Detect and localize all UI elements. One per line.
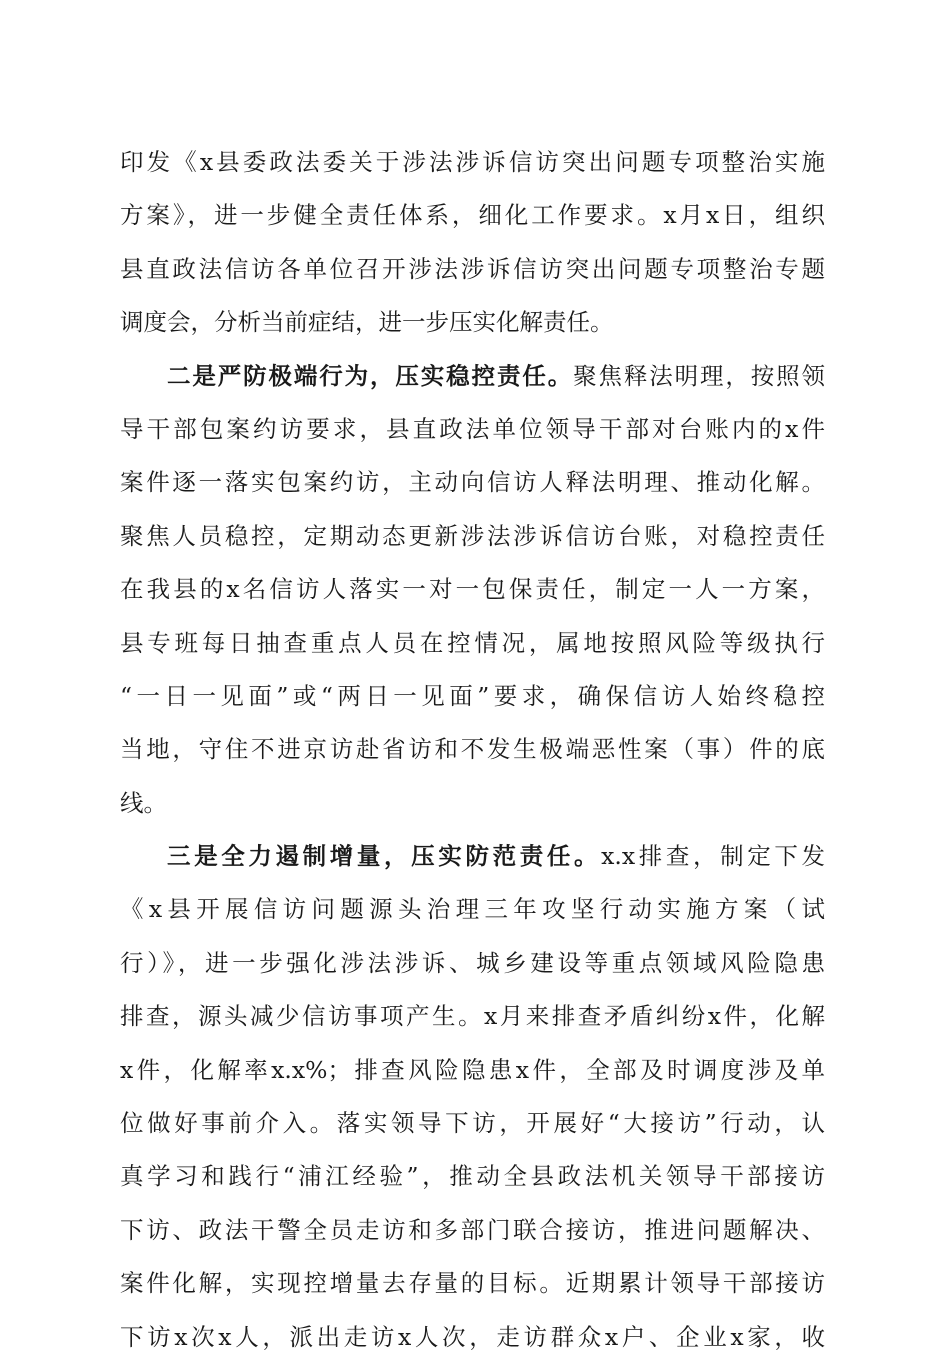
text-line: 排查，源头减少信访事项产生。x月来排查矛盾纠纷x件，化解 bbox=[120, 1002, 825, 1031]
text-line: 导干部包案约访要求，县直政法单位领导干部对台账内的x件 bbox=[120, 414, 825, 443]
paragraph-prevent-extreme-behavior bbox=[120, 350, 825, 831]
text-line: 县直政法信访各单位召开涉法涉诉信访突出问题专项整治专题 bbox=[120, 254, 825, 283]
text-line: 行）》，进一步强化涉法涉诉、城乡建设等重点领域风险隐患 bbox=[120, 948, 825, 977]
text-line: 调度会，分析当前症结，进一步压实化解责任。 bbox=[120, 308, 614, 337]
text-line: 下访x次x人，派出走访x人次，走访群众x户、企业x家，收 bbox=[120, 1322, 825, 1351]
text-fragment: x.x排查，制定下发 bbox=[601, 842, 825, 871]
document-body bbox=[120, 136, 825, 1364]
text-line: 在我县的x名信访人落实一对一包保责任，制定一人一方案， bbox=[120, 575, 825, 604]
text-line: 当地，守住不进京访赴省访和不发生极端恶性案（事）件的底 bbox=[120, 735, 825, 764]
text-fragment: 聚焦释法明理，按照领 bbox=[573, 361, 825, 390]
paragraph-lead-heading: 二是严防极端行为，压实稳控责任。 bbox=[167, 361, 574, 390]
text-line: 案件逐一落实包案约访，主动向信访人释法明理、推动化解。 bbox=[120, 468, 825, 497]
text-line: 案件化解，实现控增量去存量的目标。近期累计领导干部接访 bbox=[120, 1269, 825, 1298]
text-line: 印发《x县委政法委关于涉法涉诉信访突出问题专项整治实施 bbox=[120, 148, 825, 176]
text-line: 线。 bbox=[120, 788, 167, 817]
text-line: 真学习和践行“浦江经验”，推动全县政法机关领导干部接访 bbox=[120, 1162, 825, 1191]
paragraph-first-line bbox=[120, 350, 825, 403]
text-line: x件，化解率x.x%；排查风险隐患x件，全部及时调度涉及单 bbox=[120, 1055, 825, 1084]
text-line: 县专班每日抽查重点人员在控情况，属地按照风险等级执行 bbox=[120, 628, 825, 657]
text-line: 方案》，进一步健全责任体系，细化工作要求。x月x日，组织 bbox=[120, 201, 825, 230]
text-line: 下访、政法干警全员走访和多部门联合接访，推进问题解决、 bbox=[120, 1215, 825, 1244]
paragraph-lead-heading: 三是全力遏制增量，压实防范责任。 bbox=[167, 842, 602, 871]
paragraph-responsibility-system bbox=[120, 136, 825, 350]
text-line: “一日一见面”或“两日一见面”要求，确保信访人始终稳控 bbox=[120, 681, 825, 710]
text-line: 《x县开展信访问题源头治理三年攻坚行动实施方案（试 bbox=[120, 895, 825, 924]
paragraph-first-line bbox=[120, 830, 825, 883]
text-line: 位做好事前介入。落实领导下访，开展好“大接访”行动，认 bbox=[120, 1109, 825, 1138]
paragraph-curb-increment bbox=[120, 830, 825, 1364]
text-line: 聚焦人员稳控，定期动态更新涉法涉诉信访台账，对稳控责任 bbox=[120, 521, 825, 550]
